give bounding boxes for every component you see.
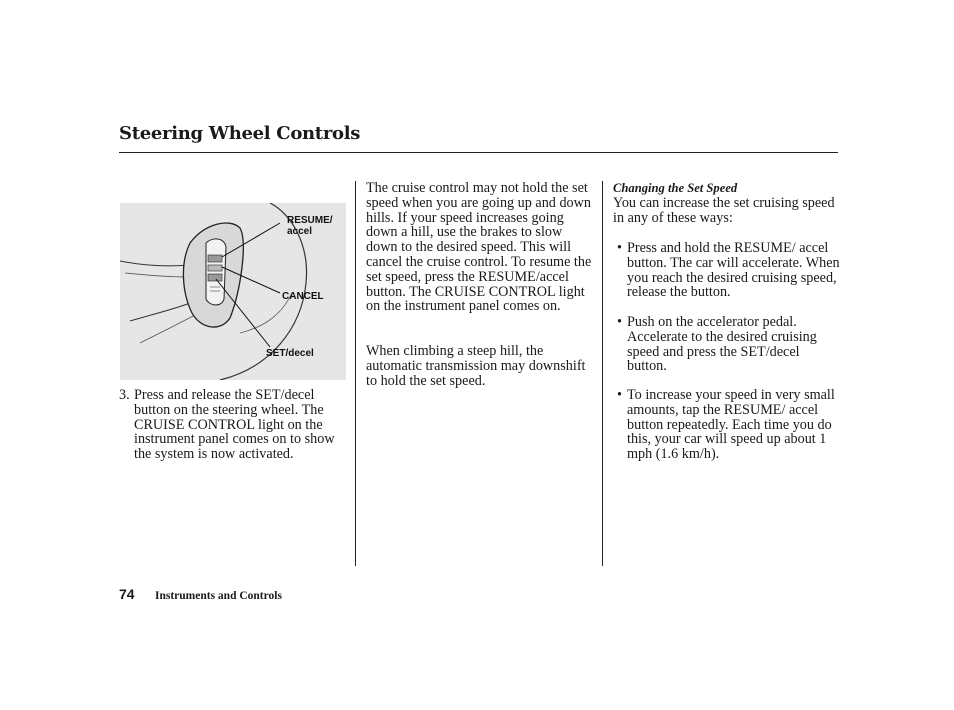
bullet-icon: • (617, 314, 622, 330)
subheading-changing-set-speed: Changing the Set Speed (613, 181, 738, 195)
footer-section-name: Instruments and Controls (155, 590, 282, 602)
cancel-button-icon (208, 265, 222, 271)
label-accel: accel (287, 226, 313, 237)
bullet-text: To increase your speed in very small amounts, tap the RESUME/ accel button repeatedly. Each time you do this, your car will speed up about 1 mph (1.6 km/h). (627, 387, 835, 463)
bullet-icon: • (617, 387, 622, 403)
label-resume: RESUME/ (287, 215, 333, 226)
page-number: 74 (119, 586, 135, 602)
page-title: Steering Wheel Controls (119, 123, 361, 144)
bullet-text: Press and hold the RESUME/ accel button. The car will accelerate. When you reach the desired cruising speed, release the button. (627, 240, 840, 301)
bullet-text: Push on the accelerator pedal. Accelerate to the desired cruising speed and press the SET/decel button. (627, 314, 817, 375)
title-rule (119, 152, 838, 153)
label-set-decel: SET/decel (266, 348, 314, 359)
intro-paragraph: You can increase the set cruising speed in any of these ways: (613, 195, 835, 226)
hill-paragraph: The cruise control may not hold the set speed when you are going up and down hills. If your speed increases going down a hill, use the brakes to slow down to the desired speed. This will cancel the cruise control. To resume the set speed, press the RESUME/accel button. The CRUISE CONTROL light on the instrument panel comes on. (366, 180, 592, 315)
set-button-icon (208, 274, 222, 281)
column-divider-left (355, 181, 356, 566)
label-cancel: CANCEL (282, 291, 324, 302)
climbing-paragraph: When climbing a steep hill, the automatic transmission may downshift to hold the set speed. (366, 343, 586, 389)
step-text: Press and release the SET/decel button on the steering wheel. The CRUISE CONTROL light on the instrument panel comes on to show the system is now activated. (134, 387, 335, 463)
column-divider-right (602, 181, 603, 566)
resume-button-icon (208, 255, 222, 262)
cruise-control-pad-icon (206, 239, 226, 305)
steering-wheel-illustration (120, 203, 346, 380)
step-number: 3. (119, 387, 130, 403)
bullet-icon: • (617, 240, 622, 256)
